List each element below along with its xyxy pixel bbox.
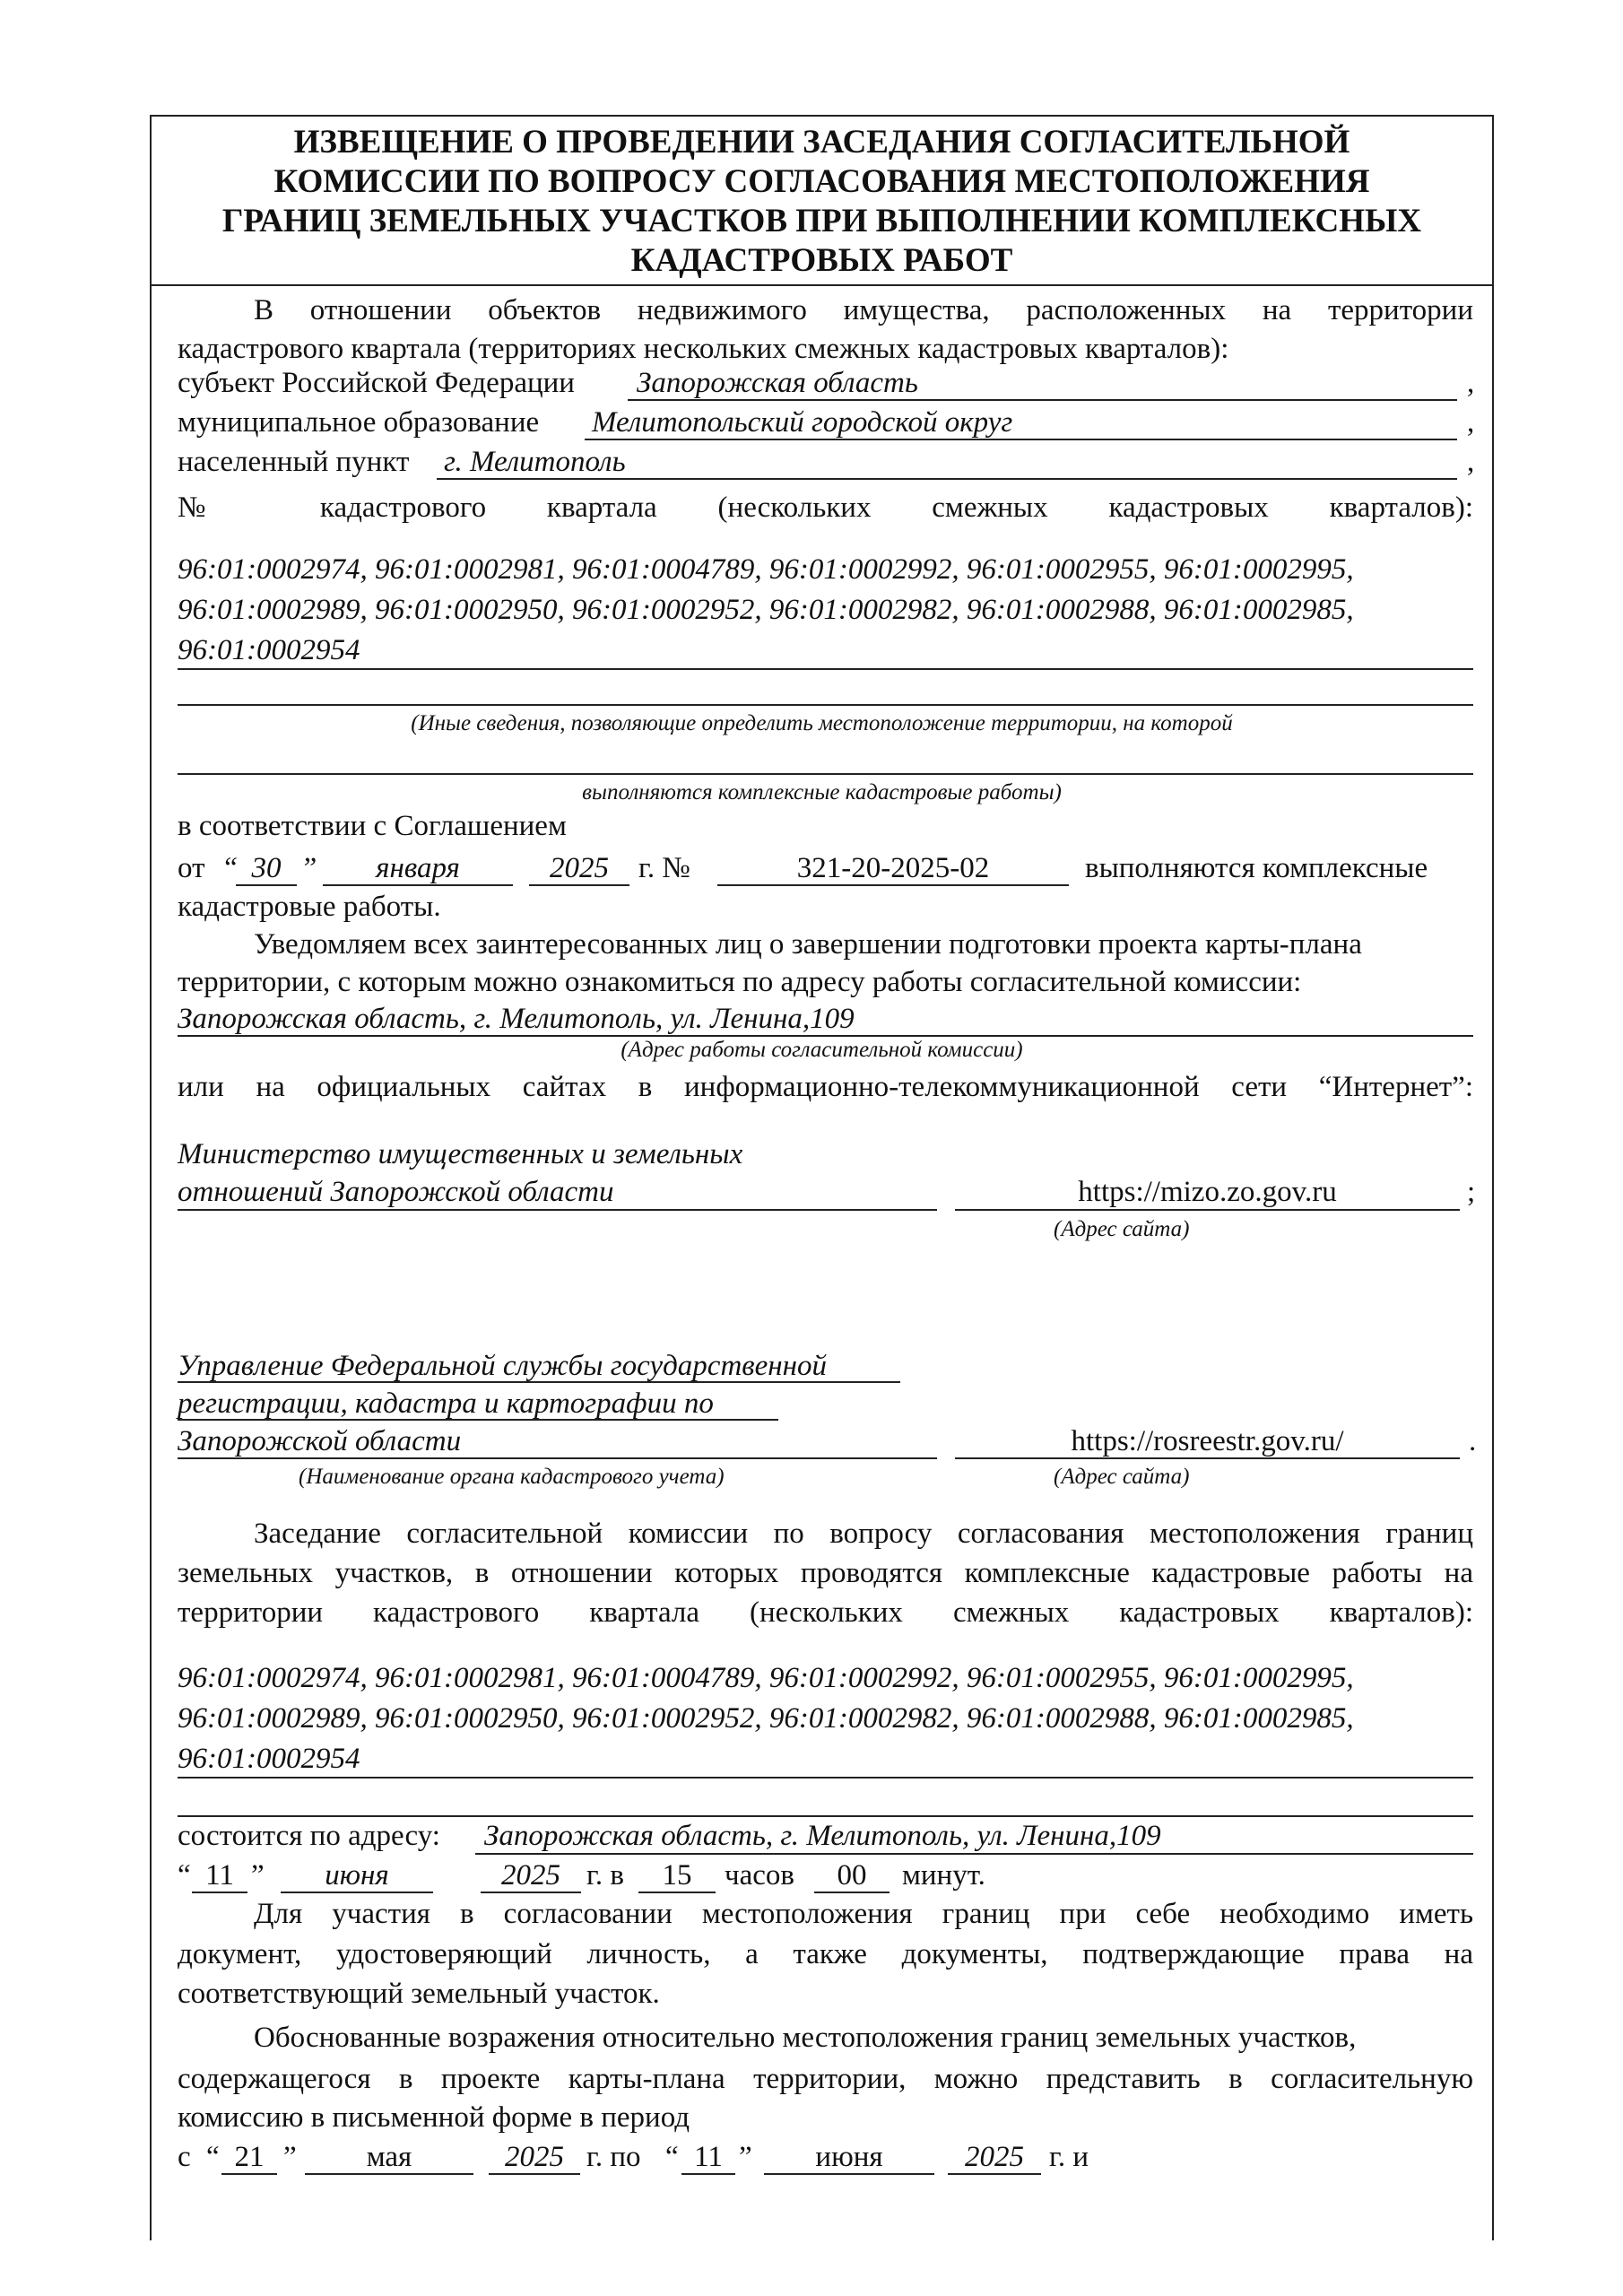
site2-org-line-1: Управление Федеральной службы государственной <box>178 1350 827 1382</box>
quarters-list-line-3: 96:01:0002954 <box>178 634 360 666</box>
agreement-intro: в соответствии с Соглашением <box>178 810 567 842</box>
notice-title-line-2: КОМИССИИ ПО ВОПРОСУ СОГЛАСОВАНИЯ МЕСТОПОЛОЖЕНИЯ <box>273 163 1370 200</box>
objections-to-year: 2025 <box>965 2141 1024 2173</box>
objections-from-day: 21 <box>234 2141 265 2173</box>
meeting-line-2: земельных участков, в отношении которых проводятся комплексные кадастровые работы на <box>178 1557 1473 1589</box>
site2-org-line-2: регистрации, кадастра и картографии по <box>178 1387 714 1420</box>
quarters-list-2-line-3: 96:01:0002954 <box>178 1743 360 1775</box>
objections-to-day: 11 <box>694 2141 723 2173</box>
objections-from-day-underline <box>221 2173 277 2175</box>
meeting-day: 11 <box>205 1859 234 1892</box>
objections-from-month: мая <box>366 2141 412 2173</box>
subject-comma: , <box>1467 367 1475 399</box>
municipality-label: муниципальное образование <box>178 406 540 439</box>
quarters-list-2-underline <box>178 1777 1473 1779</box>
objections-to-quote-close: ” <box>739 2141 752 2173</box>
notice-title-line-1: ИЗВЕЩЕНИЕ О ПРОВЕДЕНИИ ЗАСЕДАНИЯ СОГЛАСИТЕЛЬНОЙ <box>293 124 1350 161</box>
meeting-hours: 15 <box>662 1859 692 1892</box>
quarters-list-line-1: 96:01:0002974, 96:01:0002981, 96:01:0004789, 96:01:0002992, 96:01:0002955, 96:01:0002995, <box>178 553 1354 586</box>
objections-from-month-underline <box>305 2173 473 2175</box>
agreement-day-underline <box>236 884 297 886</box>
site1-url-caption: (Адрес сайта) <box>1054 1217 1190 1241</box>
objections-to-year-underline <box>948 2173 1041 2175</box>
site2-org-underline-1 <box>178 1381 900 1383</box>
locality-comma: , <box>1467 446 1475 478</box>
objections-line-2: содержащегося в проекте карты-плана территории, можно представить в согласительную <box>178 2063 1473 2095</box>
site1-org-underline <box>178 1209 937 1211</box>
objections-to-month-underline <box>764 2173 934 2175</box>
commission-address: Запорожская область, г. Мелитополь, ул. Ленина,109 <box>178 1003 855 1035</box>
meeting-month-underline <box>281 1892 433 1893</box>
agreement-number-underline <box>717 884 1069 886</box>
agreement-year-suffix: г. № <box>638 852 690 884</box>
meeting-month: июня <box>325 1859 389 1892</box>
agreement-day: 30 <box>251 852 282 884</box>
meeting-minutes: 00 <box>837 1859 867 1892</box>
agreement-tail-2: кадастровые работы. <box>178 891 441 923</box>
meeting-line-3: территории кадастрового квартала (нескольких смежных кадастровых кварталов): <box>178 1596 1473 1629</box>
title-divider <box>150 284 1494 286</box>
notice-title-line-4: КАДАСТРОВЫХ РАБОТ <box>630 242 1013 279</box>
subject-value: Запорожская область <box>637 367 918 399</box>
quarters-list-2-line-2: 96:01:0002989, 96:01:0002950, 96:01:0002952, 96:01:0002982, 96:01:0002988, 96:01:0002985, <box>178 1702 1354 1735</box>
objections-from-year-underline <box>489 2173 580 2175</box>
agreement-year-underline <box>529 884 629 886</box>
site2-url[interactable]: https://rosreestr.gov.ru/ <box>1071 1425 1344 1457</box>
municipality-comma: , <box>1467 406 1475 439</box>
site1-url-underline <box>955 1209 1460 1211</box>
meeting-place-label: состоится по адресу: <box>178 1820 440 1852</box>
site1-org-line-1: Министерство имущественных и земельных <box>178 1138 743 1170</box>
site1-org-line-2: отношений Запорожской области <box>178 1176 614 1208</box>
objections-to-month: июня <box>815 2141 883 2173</box>
municipality-value: Мелитопольский городской округ <box>592 406 1013 439</box>
meeting-line-1: Заседание согласительной комиссии по вопросу согласования местоположения границ <box>254 1518 1473 1550</box>
objections-to-day-underline <box>681 2173 735 2175</box>
agreement-from-label: от <box>178 852 205 884</box>
quarters-underline <box>178 668 1473 670</box>
notice-title-line-3: ГРАНИЦ ЗЕМЕЛЬНЫХ УЧАСТКОВ ПРИ ВЫПОЛНЕНИИ КОМПЛЕКСНЫХ <box>221 203 1422 239</box>
quarters-list-2-line-1: 96:01:0002974, 96:01:0002981, 96:01:0004789, 96:01:0002992, 96:01:0002955, 96:01:0002995, <box>178 1662 1354 1694</box>
locality-value: г. Мелитополь <box>444 446 626 478</box>
site2-org-underline-2 <box>178 1419 778 1421</box>
meeting-year-underline <box>481 1892 581 1893</box>
locality-underline <box>437 478 1457 480</box>
commission-address-caption: (Адрес работы согласительной комиссии) <box>621 1038 1023 1062</box>
objections-from-year: 2025 <box>505 2141 564 2173</box>
agreement-month-underline <box>323 884 513 886</box>
participation-line-2: документ, удостоверяющий личность, а также документы, подтверждающие права на <box>178 1938 1473 1970</box>
locality-label: населенный пункт <box>178 446 410 478</box>
meeting-hours-underline <box>638 1892 716 1893</box>
meeting-at-label: г. в <box>586 1859 624 1892</box>
site2-url-underline <box>955 1457 1460 1459</box>
objections-end-label: г. и <box>1049 2141 1089 2173</box>
meeting-minutes-label: минут. <box>902 1859 985 1892</box>
site2-org-caption: (Наименование органа кадастрового учета) <box>299 1465 725 1489</box>
other-info-caption-1: (Иные сведения, позволяющие определить местоположение территории, на которой <box>411 711 1233 735</box>
meeting-quote-open: “ <box>178 1859 191 1892</box>
site2-end: . <box>1469 1425 1477 1457</box>
objections-line-1: Обоснованные возражения относительно местоположения границ земельных участков, <box>254 2022 1357 2054</box>
participation-line-3: соответствующий земельный участок. <box>178 1978 660 2010</box>
agreement-quote-close: ” <box>300 852 317 884</box>
meeting-day-underline <box>192 1892 247 1893</box>
quarters-label: № кадастрового квартала (нескольких смежных кадастровых кварталов): <box>178 491 1473 524</box>
notice-line-1: Уведомляем всех заинтересованных лиц о завершении подготовки проекта карты-плана <box>254 928 1362 961</box>
agreement-month: января <box>376 852 460 884</box>
subject-label: субъект Российской Федерации <box>178 367 575 399</box>
agreement-quote-open: “ <box>221 852 239 884</box>
meeting-quote-close: ” <box>251 1859 265 1892</box>
agreement-number: 321-20-2025-02 <box>796 852 990 884</box>
site1-url[interactable]: https://mizo.zo.gov.ru <box>1078 1176 1337 1208</box>
objections-from-quote-open: “ <box>206 2141 220 2173</box>
objections-to-label: г. по <box>586 2141 641 2173</box>
meeting-minutes-underline <box>814 1892 890 1893</box>
site2-url-caption: (Адрес сайта) <box>1054 1465 1190 1489</box>
meeting-hours-label: часов <box>725 1859 794 1892</box>
municipality-underline <box>585 439 1457 440</box>
notice-line-2: территории, с которым можно ознакомиться по адресу работы согласительной комиссии: <box>178 966 1302 998</box>
objections-from-quote-close: ” <box>283 2141 297 2173</box>
objections-to-quote-open: “ <box>665 2141 679 2173</box>
sites-line: или на официальных сайтах в информационно-телекоммуникационной сети “Интернет”: <box>178 1071 1473 1103</box>
agreement-tail: выполняются комплексные <box>1085 852 1428 884</box>
other-info-caption-2: выполняются комплексные кадастровые работы) <box>582 780 1062 804</box>
agreement-year: 2025 <box>550 852 609 884</box>
intro-line-1: В отношении объектов недвижимого имущества, расположенных на территории <box>254 294 1473 326</box>
intro-line-2: кадастрового квартала (территориях нескольких смежных кадастровых кварталов): <box>178 333 1229 365</box>
site2-org-line-3: Запорожской области <box>178 1425 462 1457</box>
quarters-list-line-2: 96:01:0002989, 96:01:0002950, 96:01:0002952, 96:01:0002982, 96:01:0002988, 96:01:0002985, <box>178 594 1354 626</box>
meeting-place-underline <box>475 1853 1473 1855</box>
participation-line-1: Для участия в согласовании местоположения границ при себе необходимо иметь <box>254 1898 1473 1930</box>
objections-line-3: комиссию в письменной форме в период <box>178 2101 690 2134</box>
objections-from-label: с <box>178 2141 191 2173</box>
meeting-year: 2025 <box>501 1859 560 1892</box>
site1-end: ; <box>1467 1176 1476 1208</box>
meeting-place-value: Запорожская область, г. Мелитополь, ул. Ленина,109 <box>484 1820 1161 1852</box>
subject-underline <box>628 399 1457 401</box>
